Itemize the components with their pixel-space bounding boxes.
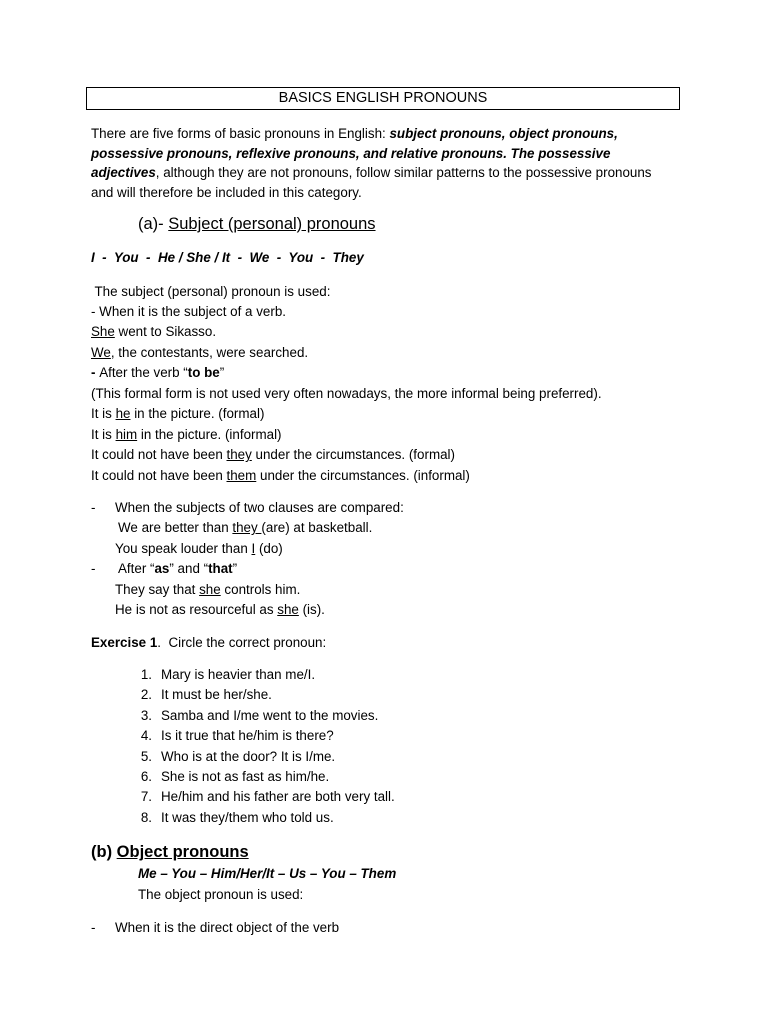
example-text: You speak louder than	[115, 541, 252, 556]
rule-text: ”	[232, 561, 238, 576]
section-b-prefix: (b)	[91, 843, 117, 861]
rule-keyword: as	[154, 561, 170, 576]
subject-usage-intro: The subject (personal) pronoun is used:	[91, 284, 331, 299]
exercise-item-number: 4.	[140, 728, 152, 744]
subject-pronoun-list: I - You - He / She / It - We - You - They	[91, 250, 364, 265]
example-text: (are) at basketball.	[261, 520, 373, 535]
bullet-dash: -	[91, 561, 96, 576]
exercise-item-text: Who is at the door? It is I/me.	[161, 748, 336, 764]
section-a-heading	[138, 214, 376, 234]
rule-dash: -	[91, 365, 100, 380]
example-text: It is	[91, 406, 116, 421]
intro-paragraph	[91, 124, 671, 202]
rule-keyword: that	[208, 561, 233, 576]
intro-text-continued: , although they are not pronouns, follow similar patterns to the possessive pronouns and will therefore be included in this category.	[91, 165, 652, 200]
exercise-heading	[91, 634, 326, 651]
example-pronoun: they	[226, 447, 252, 462]
object-usage-intro: The object pronoun is used:	[138, 887, 304, 902]
example-line	[91, 344, 308, 361]
exercise-item-text: He/him and his father are both very tall.	[161, 789, 395, 805]
example-line	[91, 446, 455, 463]
example-line	[91, 467, 470, 484]
exercise-item-number: 1.	[140, 667, 152, 682]
exercise-item-number: 2.	[140, 687, 152, 703]
exercise-item-number: 6.	[140, 768, 152, 784]
rule-direct-object: When it is the direct object of the verb	[115, 920, 340, 935]
example-text: They say that	[115, 582, 200, 597]
rule-subject-of-verb: - When it is the subject of a verb.	[91, 304, 286, 319]
page-title	[86, 87, 680, 110]
example-text: in the picture. (formal)	[130, 406, 265, 421]
example-pronoun: them	[226, 468, 257, 483]
exercise-item-text: It was they/them who told us.	[161, 809, 334, 825]
exercise-instruction: . Circle the correct pronoun:	[157, 635, 327, 650]
exercise-item-number: 5.	[140, 748, 152, 764]
example-text: It could not have been	[91, 447, 227, 462]
example-line	[91, 405, 264, 422]
intro-bold-list: subject pronouns, object pronouns, possessive pronouns, reflexive pronouns, and relative pronouns. The possessive adjectives	[91, 126, 618, 180]
rule-after-to-be	[91, 364, 224, 381]
example-text: It could not have been	[91, 468, 227, 483]
exercise-item-number: 7.	[140, 789, 152, 805]
page-title-text: BASICS ENGLISH PRONOUNS	[278, 90, 488, 106]
exercise-item-text: It must be her/she.	[161, 687, 272, 703]
example-line	[118, 519, 372, 536]
exercise-label: Exercise 1	[91, 635, 158, 650]
example-line	[115, 601, 325, 618]
example-text: (do)	[255, 541, 283, 556]
example-text: controls him.	[220, 582, 301, 597]
exercise-item-text: She is not as fast as him/he.	[161, 768, 330, 784]
object-pronoun-list: Me – You – Him/Her/It – Us – You – Them	[138, 866, 397, 881]
rule-text: ”	[219, 365, 225, 380]
exercise-item-text: Is it true that he/him is there?	[161, 728, 334, 744]
section-b-heading	[91, 842, 249, 862]
formal-note: (This formal form is not used very often nowadays, the more informal being preferred).	[91, 386, 602, 401]
example-pronoun: She	[91, 324, 115, 339]
rule-as-that	[118, 560, 237, 577]
example-line	[115, 540, 283, 557]
rule-comparison: When the subjects of two clauses are compared:	[115, 500, 404, 515]
section-b-title: Object pronouns	[116, 843, 249, 861]
section-a-title: Subject (personal) pronouns	[168, 215, 376, 233]
rule-keyword: to be	[187, 365, 220, 380]
rule-text: After the verb “	[99, 365, 188, 380]
example-text: , the contestants, were searched.	[110, 345, 309, 360]
example-pronoun: him	[115, 427, 138, 442]
rule-text: ” and “	[169, 561, 209, 576]
exercise-item-number: 3.	[140, 707, 152, 723]
example-pronoun: she	[277, 602, 299, 617]
bullet-dash: -	[91, 920, 96, 935]
exercise-item-number: 8.	[140, 809, 152, 825]
example-pronoun: they	[232, 520, 262, 535]
example-pronoun: she	[199, 582, 221, 597]
example-line	[91, 426, 282, 443]
example-text: It is	[91, 427, 116, 442]
example-text: under the circumstances. (informal)	[256, 468, 470, 483]
exercise-item-text: Mary is heavier than me/I.	[161, 667, 316, 682]
example-line	[115, 581, 300, 598]
example-text: under the circumstances. (formal)	[251, 447, 455, 462]
example-text: (is).	[298, 602, 325, 617]
section-a-prefix: (a)-	[138, 215, 169, 233]
bullet-dash: -	[91, 500, 96, 515]
example-text: in the picture. (informal)	[137, 427, 282, 442]
rule-text: After “	[118, 561, 155, 576]
exercise-item-text: Samba and I/me went to the movies.	[161, 707, 379, 723]
intro-text: There are five forms of basic pronouns in English:	[91, 126, 390, 141]
example-pronoun: I	[251, 541, 256, 556]
example-text: He is not as resourceful as	[115, 602, 278, 617]
example-text: We are better than	[118, 520, 233, 535]
example-pronoun: he	[115, 406, 131, 421]
example-text: went to Sikasso.	[114, 324, 217, 339]
example-line	[91, 323, 216, 340]
example-pronoun: We	[91, 345, 111, 360]
